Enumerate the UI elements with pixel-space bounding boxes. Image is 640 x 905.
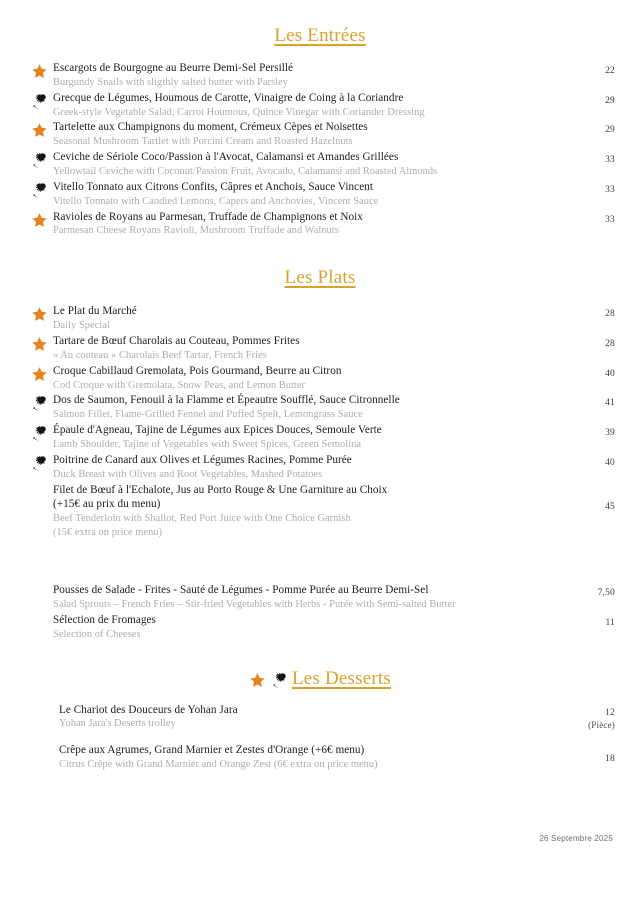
desserts-top-gap [0, 643, 640, 669]
item-price: 40 [605, 457, 615, 468]
item-icon-slot [31, 120, 53, 141]
item-icon-slot [31, 180, 53, 201]
section-heading-plats-label: Les Plats [284, 267, 356, 289]
item-price: 29 [605, 125, 615, 136]
item-title: Sélection de Fromages [53, 613, 156, 626]
item-title: Escargots de Bourgogne au Beurre Demi-Sel Persillé [53, 62, 294, 74]
item-icon-slot [37, 743, 59, 745]
item-body [53, 180, 569, 209]
item-body [53, 150, 569, 179]
item-body [53, 334, 569, 363]
sprite-icon [31, 93, 48, 110]
star-icon [31, 306, 48, 323]
item-icon-slot [37, 703, 59, 705]
sprite-icon [31, 395, 48, 412]
item-title: Poitrine de Canard aux Olives et Légumes Racines, Pomme Purée [53, 453, 352, 466]
star-icon [31, 63, 48, 80]
item-price: 29 [605, 95, 615, 106]
section-heading-icons [249, 671, 288, 690]
item-price: 33 [605, 184, 615, 195]
item-price: 11 [605, 617, 615, 628]
menu-item[interactable] [0, 483, 640, 540]
item-body [53, 453, 569, 482]
item-body [53, 304, 569, 333]
item-body [53, 583, 569, 612]
item-price: 40 [605, 368, 615, 379]
item-body [53, 423, 569, 452]
star-icon [31, 366, 48, 383]
item-price: 45 [605, 501, 615, 512]
item-title: Crêpe aux Agrumes, Grand Marnier et Zestes d'Orange (+6€ menu) [59, 744, 365, 757]
menu-item[interactable] [0, 210, 640, 239]
item-icon-slot [31, 91, 53, 112]
item-title: Filet de Bœuf à l'Echalote, Jus au Porto Rouge & Une Garniture au Choix [53, 483, 388, 496]
item-price: 28 [605, 339, 615, 350]
item-title: Croque Cabillaud Gremolata, Pois Gourmand, Beurre au Citron [53, 364, 342, 377]
item-title: Ravioles de Royans au Parmesan, Truffade de Champignons et Noix [53, 210, 363, 223]
dessert-item-gap [0, 732, 640, 743]
item-description: Beef Tenderloin with Shallot, Red Port Juice with One Choice Garnish [53, 513, 351, 525]
section-heading-entrees-label: Les Entrées [274, 25, 366, 46]
desserts-heading-gap [0, 690, 640, 703]
item-icon-slot [31, 364, 53, 385]
item-price: 33 [605, 155, 615, 166]
item-icon-slot [31, 423, 53, 444]
item-price-value: 12 [605, 707, 615, 718]
menu-item[interactable] [0, 743, 640, 772]
top-spacer [0, 0, 640, 26]
menu-item[interactable] [0, 423, 640, 452]
entrees-heading-gap [0, 45, 640, 61]
item-title: Grecque de Légumes, Houmous de Carotte, Vinaigre de Coing à la Coriandre [53, 91, 404, 104]
item-body [53, 613, 569, 642]
menu-item[interactable] [0, 304, 640, 333]
item-description: Vitello Tonnato with Candied Lemons, Capers and Anchovies, Vincent Sauce [53, 195, 379, 207]
item-description: Burgundy Snails with sligthly salted butter with Parsley [53, 76, 288, 88]
item-description: Seasonal Mushroom Tartlet with Porcini Cream and Roasted Hazelnuts [53, 136, 353, 148]
item-title: Le Plat du Marché [53, 305, 137, 318]
item-title: Pousses de Salade - Frites - Sauté de Légumes - Pomme Purée au Beurre Demi-Sel [53, 584, 429, 597]
item-description-supplement: (15€ extra on price menu) [53, 527, 163, 539]
item-description: Greek-style Vegetable Salad, Carrot Houmous, Quince Vinegar with Coriander Dressing [53, 106, 425, 118]
item-title: Vitello Tonnato aux Citrons Confits, Câpres et Anchois, Sauce Vincent [53, 180, 374, 193]
item-price: 28 [605, 309, 615, 320]
item-price: 33 [605, 214, 615, 225]
item-body [53, 393, 569, 422]
item-description: Daily Special [53, 320, 110, 332]
item-icon-slot [31, 483, 53, 485]
menu-item[interactable] [0, 583, 640, 612]
menu-list-plats [0, 304, 640, 540]
menu-item[interactable] [0, 180, 640, 209]
menu-item[interactable] [0, 703, 640, 732]
item-icon-slot [31, 304, 53, 325]
item-body [59, 743, 569, 772]
item-description: Lamb Shoulder, Tajine of Vegetables with Sweet Spices, Green Semolina [53, 438, 362, 450]
item-title: Tartare de Bœuf Charolais au Couteau, Pommes Frites [53, 335, 300, 348]
item-title-supplement: (+15€ au prix du menu) [53, 498, 161, 511]
menu-item[interactable] [0, 364, 640, 393]
item-description: Citrus Crêpe with Grand Marnier and Orange Zest (6€ extra on price menu) [59, 759, 378, 771]
sprite-icon [31, 455, 48, 472]
item-description: Yellowtail Ceviche with Coconut/Passion Fruit, Avocado, Calamansi and Roasted Almonds [53, 165, 438, 177]
plats-heading-gap [0, 287, 640, 304]
item-description: Salad Sprouts – French Fries – Stir-fried Vegetables with Herbs - Purée with Semi-salted Butter [53, 598, 456, 610]
sprite-icon [31, 425, 48, 442]
item-title: Le Chariot des Douceurs de Yohan Jara [59, 703, 238, 716]
item-description: Parmesan Cheese Royans Ravioli, Mushroom Truffade and Walnuts [53, 225, 339, 237]
item-body [53, 120, 569, 149]
item-title: Dos de Saumon, Fenouil à la Flamme et Épeautre Soufflé, Sauce Citronnelle [53, 394, 400, 407]
section-heading-plats [0, 268, 640, 287]
item-body [53, 91, 569, 120]
sprite-icon [271, 672, 288, 689]
item-description: Yohan Jara's Deserts trolley [59, 718, 176, 730]
item-price [569, 703, 615, 732]
footer-date: 26 Septembre 2025 [539, 834, 613, 843]
star-icon [249, 672, 266, 689]
item-icon-slot [31, 453, 53, 474]
item-title: Épaule d'Agneau, Tajine de Légumes aux Epices Douces, Semoule Verte [53, 424, 382, 437]
menu-item[interactable] [0, 613, 640, 642]
sprite-icon [31, 182, 48, 199]
item-title: Tartelette aux Champignons du moment, Crémeux Cèpes et Noisettes [53, 121, 368, 134]
item-icon-slot [31, 61, 53, 82]
item-description: Salmon Fillet, Flame-Grilled Fennel and Puffed Spelt, Lemongrass Sauce [53, 409, 363, 421]
menu-list-entrees [0, 61, 640, 238]
item-icon-slot [31, 393, 53, 414]
star-icon [31, 122, 48, 139]
menu-list-desserts [0, 703, 640, 773]
item-price: 41 [605, 398, 615, 409]
item-icon-slot [31, 150, 53, 171]
menu-item[interactable] [0, 334, 640, 363]
menu-item[interactable] [0, 150, 640, 179]
item-icon-slot [31, 210, 53, 231]
section-heading-desserts [0, 669, 640, 690]
item-description: Selection of Cheeses [53, 628, 141, 640]
star-icon [31, 212, 48, 229]
menu-list-accompagnements [0, 583, 640, 641]
item-body [53, 483, 569, 540]
menu-item[interactable] [0, 120, 640, 149]
item-price: 18 [605, 754, 615, 765]
item-description: Cod Croque with Gremolata, Snow Peas, and Lemon Butter [53, 379, 306, 391]
section-heading-entrees [0, 26, 640, 45]
star-icon [31, 336, 48, 353]
item-price: 39 [605, 428, 615, 439]
item-body [59, 703, 569, 732]
menu-item[interactable] [0, 91, 640, 120]
item-icon-slot [31, 583, 53, 585]
item-description: Duck Breast with Olives and Root Vegetables, Mashed Potatoes [53, 468, 323, 480]
item-price-unit: (Pièce) [588, 720, 615, 731]
menu-item[interactable] [0, 453, 640, 482]
plats-top-gap [0, 239, 640, 268]
menu-item[interactable] [0, 393, 640, 422]
item-icon-slot [31, 613, 53, 615]
menu-item[interactable] [0, 61, 640, 90]
section-heading-desserts-label: Les Desserts [291, 667, 391, 689]
item-title: Ceviche de Sériole Coco/Passion à l'Avocat, Calamansi et Amandes Grillées [53, 151, 399, 164]
item-price: 7,50 [597, 588, 615, 599]
item-body [53, 364, 569, 393]
sides-top-gap [0, 541, 640, 583]
item-body [53, 61, 569, 90]
item-price: 22 [605, 66, 615, 76]
item-description: « Au couteau » Charolais Beef Tartar, French Fries [53, 349, 267, 361]
item-body [53, 210, 569, 239]
sprite-icon [31, 152, 48, 169]
item-icon-slot [31, 334, 53, 355]
